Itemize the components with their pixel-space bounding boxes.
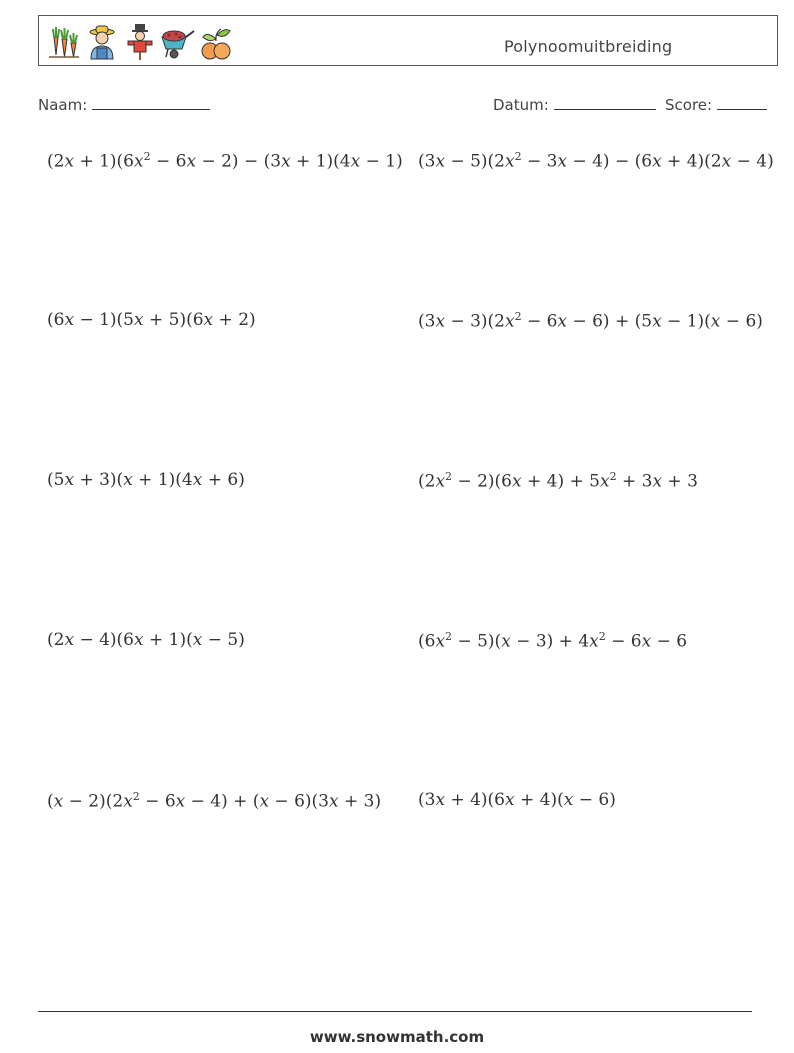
expression-text: − 6) xyxy=(720,311,763,332)
expression-text: + 1)(6 xyxy=(74,151,134,172)
variable-x: x xyxy=(192,630,203,650)
variable-x: x xyxy=(557,151,568,172)
problem-4 xyxy=(418,310,763,332)
variable-x: x xyxy=(53,791,64,812)
expression-text: − 2) − (3 xyxy=(196,151,282,172)
expression-text: − 4)(6 xyxy=(74,630,134,650)
expression-text: (3 xyxy=(418,311,436,332)
expression-text: + 1)(4 xyxy=(132,470,193,490)
footer-divider xyxy=(38,1011,752,1012)
problem-3 xyxy=(47,310,256,330)
expression-text: (6 xyxy=(418,631,436,652)
problem-1 xyxy=(47,150,403,172)
variable-x: x xyxy=(557,311,568,332)
expression-text: + 1)( xyxy=(143,630,193,650)
problem-7 xyxy=(47,630,245,650)
variable-x: x xyxy=(435,311,446,332)
expression-text: (3 xyxy=(418,151,436,172)
variable-x: x xyxy=(134,630,144,650)
variable-x: x xyxy=(501,631,511,652)
variable-x: x xyxy=(599,471,610,492)
expression-text: − 4) − (6 xyxy=(567,151,653,172)
header-icons xyxy=(45,22,235,62)
date-blank[interactable] xyxy=(554,94,656,110)
expression-text: + 4)(2 xyxy=(661,151,722,172)
variable-x: x xyxy=(123,791,133,812)
farmer-icon xyxy=(83,23,121,61)
expression-text: − 4) xyxy=(731,151,774,172)
scarecrow-icon xyxy=(121,23,159,61)
variable-x: x xyxy=(134,151,144,172)
expression-text: (3 xyxy=(418,790,436,810)
variable-x: x xyxy=(512,471,522,492)
variable-x: x xyxy=(652,471,663,492)
expression-text: − 6 xyxy=(521,311,558,332)
expression-text: + 1)(4 xyxy=(290,151,351,172)
problem-10 xyxy=(418,790,616,810)
exponent: 2 xyxy=(609,470,617,483)
expression-text: + 6) xyxy=(202,470,245,490)
score-field xyxy=(665,94,767,114)
variable-x: x xyxy=(652,311,662,332)
variable-x: x xyxy=(64,470,75,490)
expression-text: (2 xyxy=(47,630,65,650)
expression-text: − 2)(6 xyxy=(452,471,512,492)
variable-x: x xyxy=(328,791,339,812)
peach-icon xyxy=(197,23,235,61)
expression-text: − 6 xyxy=(139,791,176,812)
footer-url[interactable]: www.snowmath.com xyxy=(309,1028,485,1046)
expression-text: − 6 xyxy=(605,631,642,652)
wheelbarrow-icon xyxy=(159,23,197,61)
expression-text: + 5)(6 xyxy=(143,310,204,330)
exponent: 2 xyxy=(445,470,453,483)
expression-text: ( xyxy=(47,791,54,812)
problem-8 xyxy=(418,630,687,652)
variable-x: x xyxy=(505,790,515,810)
expression-text: + 3) xyxy=(338,791,382,812)
variable-x: x xyxy=(435,790,446,810)
variable-x: x xyxy=(259,791,270,812)
name-label: Naam: xyxy=(38,96,88,114)
expression-text: − 4) + ( xyxy=(185,791,260,812)
expression-text: − 1)( xyxy=(661,311,711,332)
variable-x: x xyxy=(435,471,446,492)
worksheet-title: Polynoomuitbreiding xyxy=(504,37,673,56)
problem-6 xyxy=(418,470,698,492)
variable-x: x xyxy=(175,791,186,812)
problem-9 xyxy=(47,790,381,812)
expression-text: + 2) xyxy=(213,310,256,330)
expression-text: − 3)(2 xyxy=(445,311,505,332)
expression-text: − 6 xyxy=(651,631,688,652)
expression-text: + 3)( xyxy=(74,470,124,490)
variable-x: x xyxy=(589,631,599,652)
expression-text: − 5)(2 xyxy=(445,151,505,172)
worksheet-header xyxy=(38,15,778,66)
name-blank[interactable] xyxy=(92,94,210,110)
variable-x: x xyxy=(281,151,291,172)
variable-x: x xyxy=(652,151,662,172)
expression-text: − 3 xyxy=(521,151,558,172)
expression-text: + 4)(6 xyxy=(445,790,505,810)
problem-5 xyxy=(47,470,245,490)
score-label: Score: xyxy=(665,96,713,114)
expression-text: + 4)( xyxy=(514,790,564,810)
variable-x: x xyxy=(123,470,133,490)
exponent: 2 xyxy=(514,310,522,323)
expression-text: − 6) xyxy=(573,790,616,810)
variable-x: x xyxy=(64,151,75,172)
date-label: Datum: xyxy=(493,96,549,114)
variable-x: x xyxy=(186,151,197,172)
variable-x: x xyxy=(64,630,75,650)
expression-text: + 4) + 5 xyxy=(521,471,600,492)
score-blank[interactable] xyxy=(717,94,767,110)
variable-x: x xyxy=(203,310,214,330)
variable-x: x xyxy=(64,310,75,330)
variable-x: x xyxy=(641,631,652,652)
expression-text: + 3 xyxy=(662,471,698,492)
exponent: 2 xyxy=(143,150,151,163)
expression-text: − 1) xyxy=(360,151,403,172)
carrots-icon xyxy=(45,23,83,61)
problem-2 xyxy=(418,150,774,172)
date-field xyxy=(493,94,656,114)
expression-text: (2 xyxy=(418,471,436,492)
expression-text: − 6 xyxy=(150,151,187,172)
expression-text: − 2)(2 xyxy=(63,791,124,812)
exponent: 2 xyxy=(514,150,522,163)
variable-x: x xyxy=(134,310,144,330)
expression-text: − 3) + 4 xyxy=(510,631,590,652)
name-field xyxy=(38,94,210,114)
variable-x: x xyxy=(721,151,732,172)
variable-x: x xyxy=(192,470,203,490)
expression-text: − 5) xyxy=(202,630,245,650)
variable-x: x xyxy=(350,151,361,172)
expression-text: − 6)(3 xyxy=(269,791,329,812)
exponent: 2 xyxy=(445,630,453,643)
variable-x: x xyxy=(505,311,515,332)
variable-x: x xyxy=(435,151,446,172)
expression-text: − 1)(5 xyxy=(74,310,134,330)
expression-text: − 6) + (5 xyxy=(567,311,653,332)
expression-text: + 3 xyxy=(616,471,653,492)
variable-x: x xyxy=(505,151,515,172)
variable-x: x xyxy=(435,631,446,652)
expression-text: (2 xyxy=(47,151,65,172)
expression-text: − 5)( xyxy=(452,631,502,652)
variable-x: x xyxy=(563,790,574,810)
exponent: 2 xyxy=(132,790,140,803)
variable-x: x xyxy=(710,311,721,332)
expression-text: (6 xyxy=(47,310,65,330)
expression-text: (5 xyxy=(47,470,65,490)
exponent: 2 xyxy=(598,630,606,643)
